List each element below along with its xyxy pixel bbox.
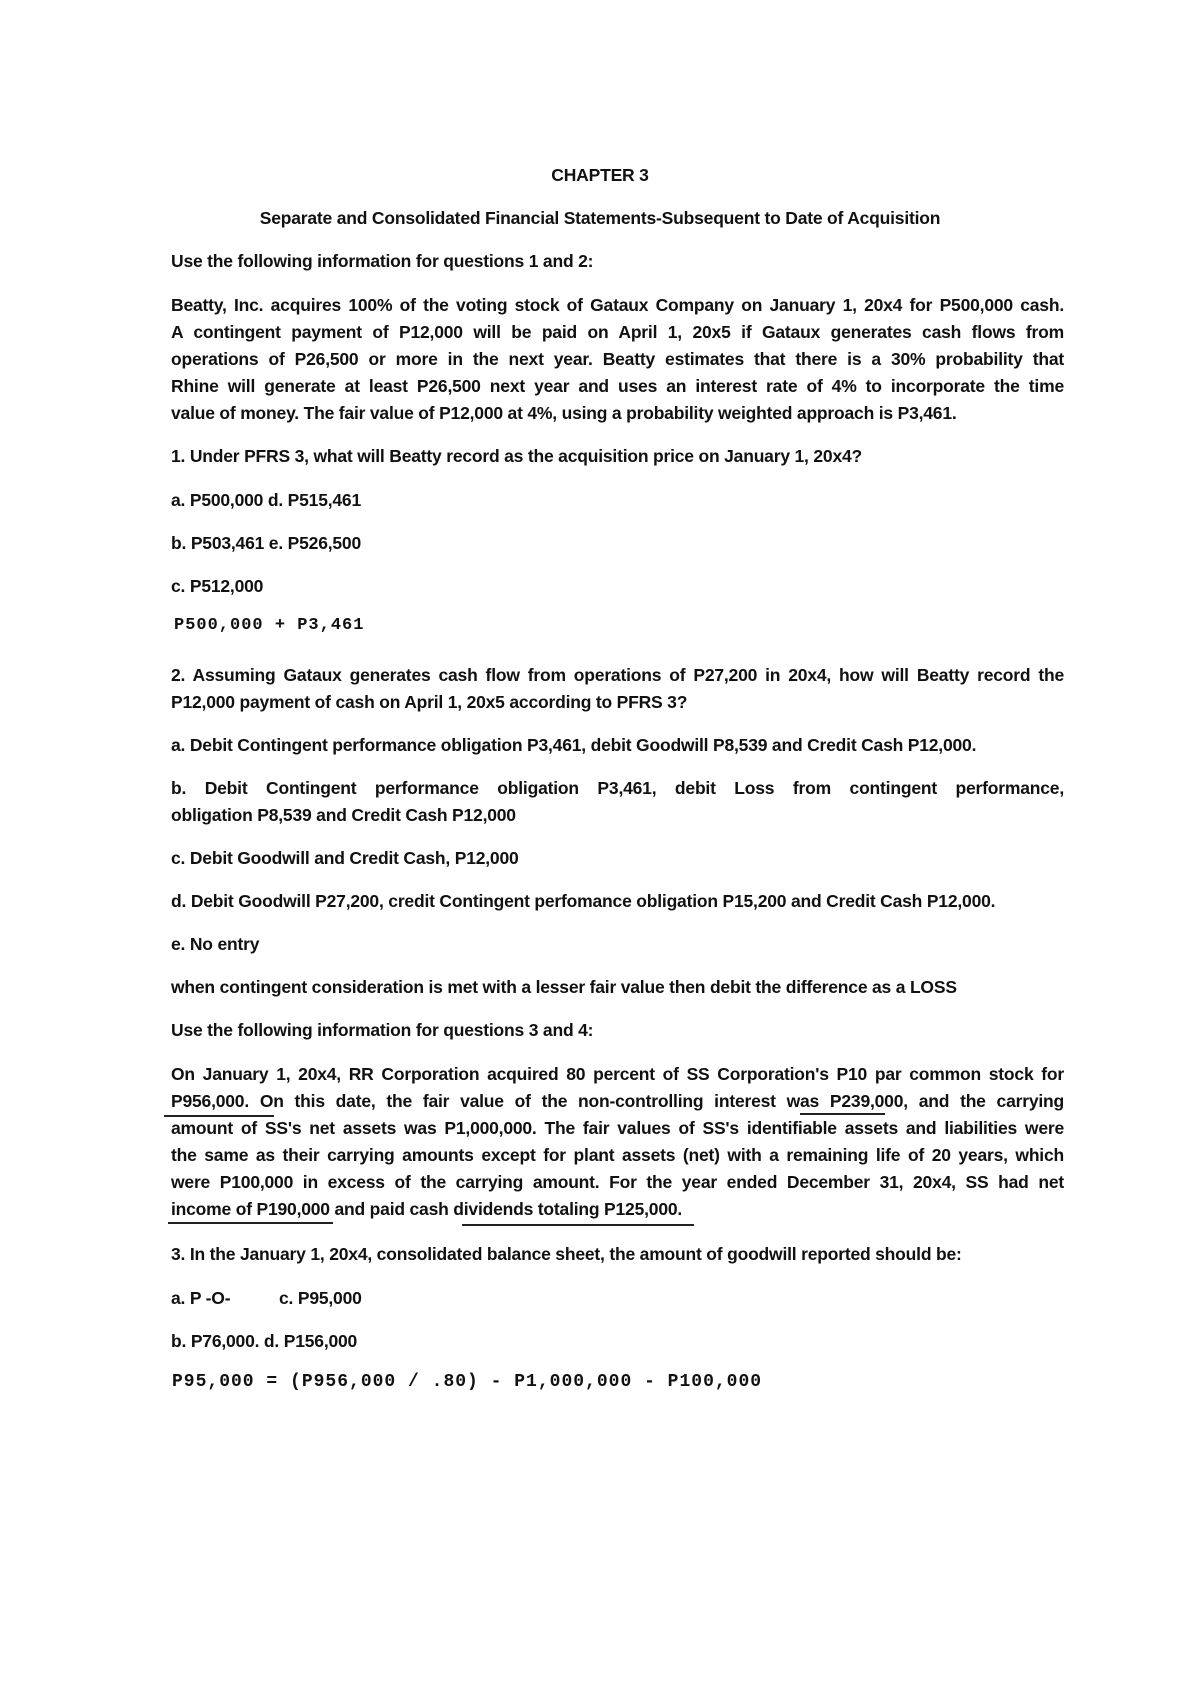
q2-option-d: d. Debit Goodwill P27,200, credit Contingent perfomance obligation P15,200 and Credit Cash P12,000.: [171, 891, 996, 911]
q1-option-a-d: a. P500,000 d. P515,461: [171, 490, 361, 510]
q3-option-b-d: b. P76,000. d. P156,000: [171, 1331, 358, 1351]
paragraph-2-line: income of P190,000 and paid cash dividends totaling P125,000.: [171, 1199, 683, 1219]
question-3: 3. In the January 1, 20x4, consolidated balance sheet, the amount of goodwill reported should be:: [171, 1244, 962, 1264]
q3-handwritten-answer: P95,000 = (P956,000 / .80) - P1,000,000 - P100,000: [172, 1372, 763, 1392]
q1-option-b-e: b. P503,461 e. P526,500: [171, 533, 361, 553]
q3-option-a: a. P -O-: [171, 1288, 231, 1308]
intro-questions-1-2: Use the following information for questions 1 and 2:: [171, 251, 594, 271]
paragraph-2-line: amount of SS's net assets was P1,000,000. The fair values of SS's identifiable assets and liabilities were: [171, 1118, 1064, 1138]
paragraph-2-line: P956,000. On this date, the fair value of the non-controlling interest was P239,000, and the carrying: [171, 1091, 1064, 1111]
q2-note: when contingent consideration is met with a lesser fair value then debit the difference as a LOSS: [171, 977, 957, 997]
chapter-subtitle: Separate and Consolidated Financial Statements-Subsequent to Date of Acquisition: [259, 208, 941, 228]
q2-option-c: c. Debit Goodwill and Credit Cash, P12,000: [171, 848, 519, 868]
q2-option-b-line: b. Debit Contingent performance obligation P3,461, debit Loss from contingent performance,: [171, 778, 1064, 798]
chapter-heading: CHAPTER 3: [551, 165, 649, 185]
q2-option-a: a. Debit Contingent performance obligation P3,461, debit Goodwill P8,539 and Credit Cash P12,000.: [171, 735, 977, 755]
underline-mark: [164, 1115, 274, 1117]
paragraph-1-line: Beatty, Inc. acquires 100% of the voting stock of Gataux Company on January 1, 20x4 for P500,000 cash.: [171, 295, 1064, 315]
underline-mark: [168, 1222, 333, 1224]
question-1: 1. Under PFRS 3, what will Beatty record as the acquisition price on January 1, 20x4?: [171, 446, 862, 466]
question-2-line: 2. Assuming Gataux generates cash flow from operations of P27,200 in 20x4, how will Beatty record the: [171, 665, 1064, 685]
paragraph-2-line: the same as their carrying amounts except for plant assets (net) with a remaining life of 20 years, which: [171, 1145, 1064, 1165]
underline-mark: [800, 1113, 885, 1115]
paragraph-1-line: value of money. The fair value of P12,000 at 4%, using a probability weighted approach is P3,461.: [171, 403, 957, 423]
intro-questions-3-4: Use the following information for questions 3 and 4:: [171, 1020, 594, 1040]
paragraph-1-line: Rhine will generate at least P26,500 next year and uses an interest rate of 4% to incorporate the time: [171, 376, 1064, 396]
q1-option-c: c. P512,000: [171, 576, 264, 596]
paragraph-2-line: were P100,000 in excess of the carrying amount. For the year ended December 31, 20x4, SS had net: [171, 1172, 1064, 1192]
underline-mark: [462, 1224, 694, 1226]
q2-option-b-line: obligation P8,539 and Credit Cash P12,000: [171, 805, 516, 825]
paragraph-1-line: A contingent payment of P12,000 will be paid on April 1, 20x5 if Gataux generates cash flows from: [171, 322, 1064, 342]
question-2-line: P12,000 payment of cash on April 1, 20x5 according to PFRS 3?: [171, 692, 688, 712]
q3-option-c: c. P95,000: [279, 1288, 362, 1308]
paragraph-2-line: On January 1, 20x4, RR Corporation acquired 80 percent of SS Corporation's P10 par common stock for: [171, 1064, 1064, 1084]
q1-handwritten-answer: P500,000 + P3,461: [174, 616, 365, 635]
q2-option-e: e. No entry: [171, 934, 260, 954]
paragraph-1-line: operations of P26,500 or more in the next year. Beatty estimates that there is a 30% probability that: [171, 349, 1064, 369]
